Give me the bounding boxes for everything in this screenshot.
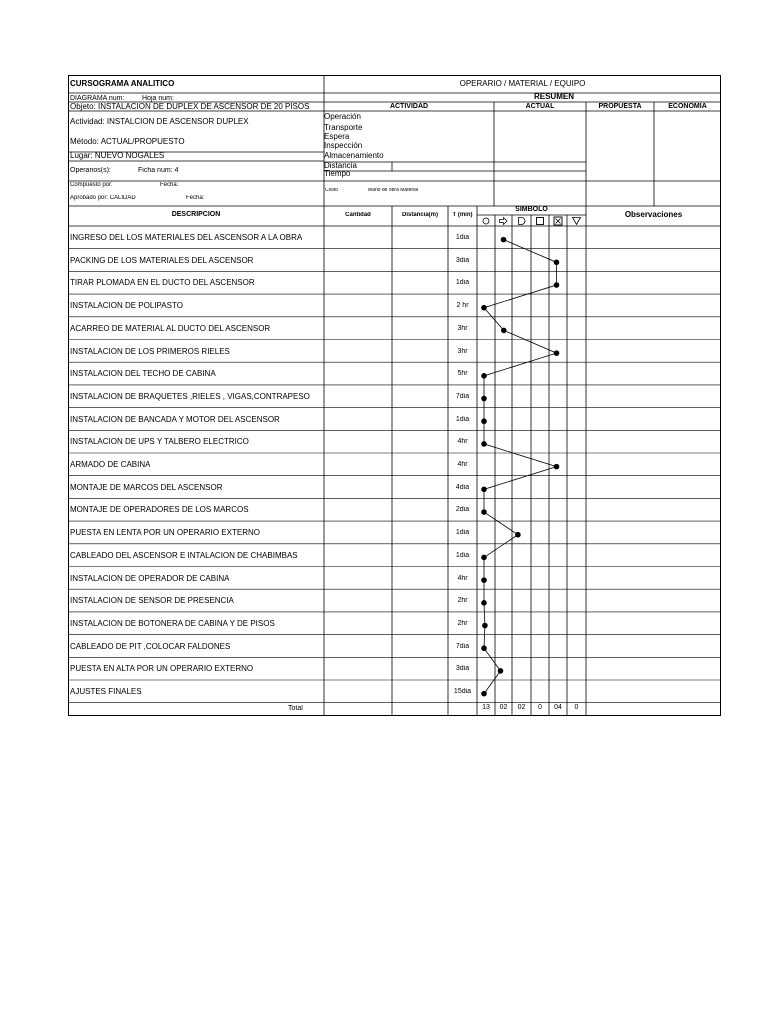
row-time: 7dia [455,642,470,650]
flow-point-11 [554,464,560,470]
row-description: INSTALACION DE BANCADA Y MOTOR DEL ASCENSOR [70,415,280,424]
activity-inspeccion: Inspección [324,142,363,150]
subject-label: OPERARIO / MATERIAL / EQUIPO [459,80,586,88]
diagram-num-label: DIAGRAMA num: [70,95,125,102]
flow-point-8 [481,396,487,402]
flow-point-3 [554,282,560,288]
row-time: 4dia [455,483,470,491]
fecha-label-1: Fecha: [160,182,179,188]
row-description: CABLEADO DE PIT ,COLOCAR FALDONES [70,642,231,651]
row-description: MONTAJE DE OPERADORES DE LOS MARCOS [70,506,249,515]
ficha-num-label: Ficha num: 4 [138,167,179,174]
arrow-right-icon [500,218,508,225]
row-description: INSTALACION DE LOS PRIMEROS RIELES [70,347,230,356]
row-description: PACKING DE LOS MATERIALES DEL ASCENSOR [70,256,254,265]
activity-transporte: Transporte [324,124,363,132]
row-time: 7dia [455,392,470,400]
col-header-tiempo: T (min) [452,212,473,218]
triangle-down-icon [573,218,581,225]
row-description: AJUSTES FINALES [70,688,142,696]
row-description: MONTAJE DE MARCOS DEL ASCENSOR [70,483,223,492]
flow-point-4 [481,305,487,311]
row-description: INSTALACION DE OPERADOR DE CABINA [70,574,230,583]
row-time: 1dia [455,529,470,537]
col-header-observaciones: Observaciones [624,211,683,219]
d-shape-icon [519,218,526,225]
flow-point-21 [481,691,487,697]
row-time: 1dia [455,234,470,241]
total-symbol-6: 0 [574,703,579,711]
actividad-label: Actividad: INSTALCION DE ASCENSOR DUPLEX [70,118,249,126]
flow-point-19 [481,645,487,651]
row-description: INSTALACION DE SENSOR DE PRESENCIA [70,597,234,606]
col-header-cantidad: Cantidad [345,212,371,218]
total-symbol-5: 04 [554,703,562,711]
flow-point-2 [554,260,560,266]
lugar-label: Lugar: NUEVO NOGALES [70,152,165,160]
row-time: 1dia [455,279,470,287]
costo-detail: Mano de obra Material [368,188,419,193]
flow-point-7 [481,373,487,379]
row-description: TIRAR PLOMADA EN EL DUCTO DEL ASCENSOR [70,279,255,288]
flow-point-6 [554,350,560,356]
resumen-title: RESUMEN [533,93,574,101]
propuesta-header: PROPUESTA [598,103,642,110]
flow-point-1 [501,237,507,243]
row-time: 3hr [457,324,468,332]
row-time: 4hr [457,574,468,582]
activity-espera: Espera [324,133,350,141]
row-time: 4hr [457,438,468,446]
row-time: 4hr [457,461,468,468]
total-symbol-1: 13 [482,703,490,711]
actual-header: ACTUAL [525,103,555,110]
flow-point-9 [481,418,487,424]
metodo-label: Método: ACTUAL/PROPUESTO [70,138,185,146]
flow-point-13 [481,509,487,515]
circle-icon [483,218,489,224]
row-time: 3dia [455,256,470,264]
row-description: PUESTA EN ALTA POR UN OPERARIO EXTERNO [70,665,254,674]
hoja-num-label: Hoja num: [142,95,174,102]
col-header-descripcion: DESCRIPCIÓN [171,211,221,218]
col-header-simbolo: SIMBOLO [515,206,548,213]
compuesto-label: Compuesto por: [70,182,113,188]
flow-point-10 [481,441,487,447]
row-time: 2hr [457,597,468,605]
row-time: 3hr [457,347,468,355]
flow-point-20 [498,668,504,674]
row-description: ARMADO DE CABINA [70,461,151,469]
row-description: INSTALACION DE BRAQUETES ,RIELES , VIGAS,CONTRAPESO [70,392,310,401]
row-time: 2hr [457,619,468,627]
sheet-title: CURSOGRAMA ANALÍTICO [70,80,175,88]
operarios-label: Operarios(s): [70,167,111,174]
objeto-label: Objeto: INSTALACION DE DUPLEX DE ASCENSOR DE 20 PISOS [70,103,310,111]
fecha-label-2: Fecha: [186,195,205,201]
row-time: 1dia [455,551,470,559]
row-description: INSTALACION DEL TECHO DE CABINA [70,370,216,379]
total-symbol-2: 02 [499,703,508,711]
flow-point-16 [481,577,487,583]
row-description: INSTALACION DE BOTONERA DE CABINA Y DE PISOS [70,619,275,628]
flow-point-18 [482,623,488,629]
row-description: ACARREO DE MATERIAL AL DUCTO DEL ASCENSOR [70,324,271,333]
analytic-flow-chart-sheet [68,75,721,716]
activity-almacenamiento: Almacenamiento [324,152,384,160]
total-symbol-4: 0 [538,703,542,711]
costo-label: Costo [325,188,339,193]
row-time: 1dia [455,415,470,423]
row-description: INSTALACION DE POLIPASTO [70,302,183,311]
row-time: 5hr [457,370,468,378]
row-time: 15dia [453,688,472,695]
row-description: INSTALACION DE UPS Y TALBERO ELECTRICO [70,438,249,447]
row-description: INGRESO DEL LOS MATERIALES DEL ASCENSOR A LA OBRA [70,234,303,242]
flow-point-5 [501,328,507,334]
row-description: CABLEADO DEL ASCENSOR E INTALACION DE CHABIMBAS [70,551,298,560]
flow-point-12 [481,487,487,493]
row-description: PUESTA EN LENTA POR UN OPERARIO EXTERNO [70,529,260,538]
total-label: Total [288,705,303,712]
row-time: 2dia [455,506,470,514]
boxed-x-icon-cross [556,219,561,224]
economia-header: ECONOMIA [668,103,707,110]
row-time: 3dia [455,665,470,673]
row-time: 2 hr [456,302,469,310]
tiempo-label: Tiempo [324,170,351,178]
flow-point-14 [515,532,521,538]
square-icon [537,218,544,225]
flow-point-17 [481,600,487,606]
col-header-distancia: Distancia(m) [401,212,438,218]
actividad-header: ACTIVIDAD [389,103,429,110]
activity-operacion: Operación [324,113,361,121]
flow-point-15 [481,555,487,561]
aprobado-label: Aprobado por: CALIDAD [70,195,136,201]
distancia-label: Distancia [324,162,357,170]
total-symbol-3: 02 [517,703,526,711]
